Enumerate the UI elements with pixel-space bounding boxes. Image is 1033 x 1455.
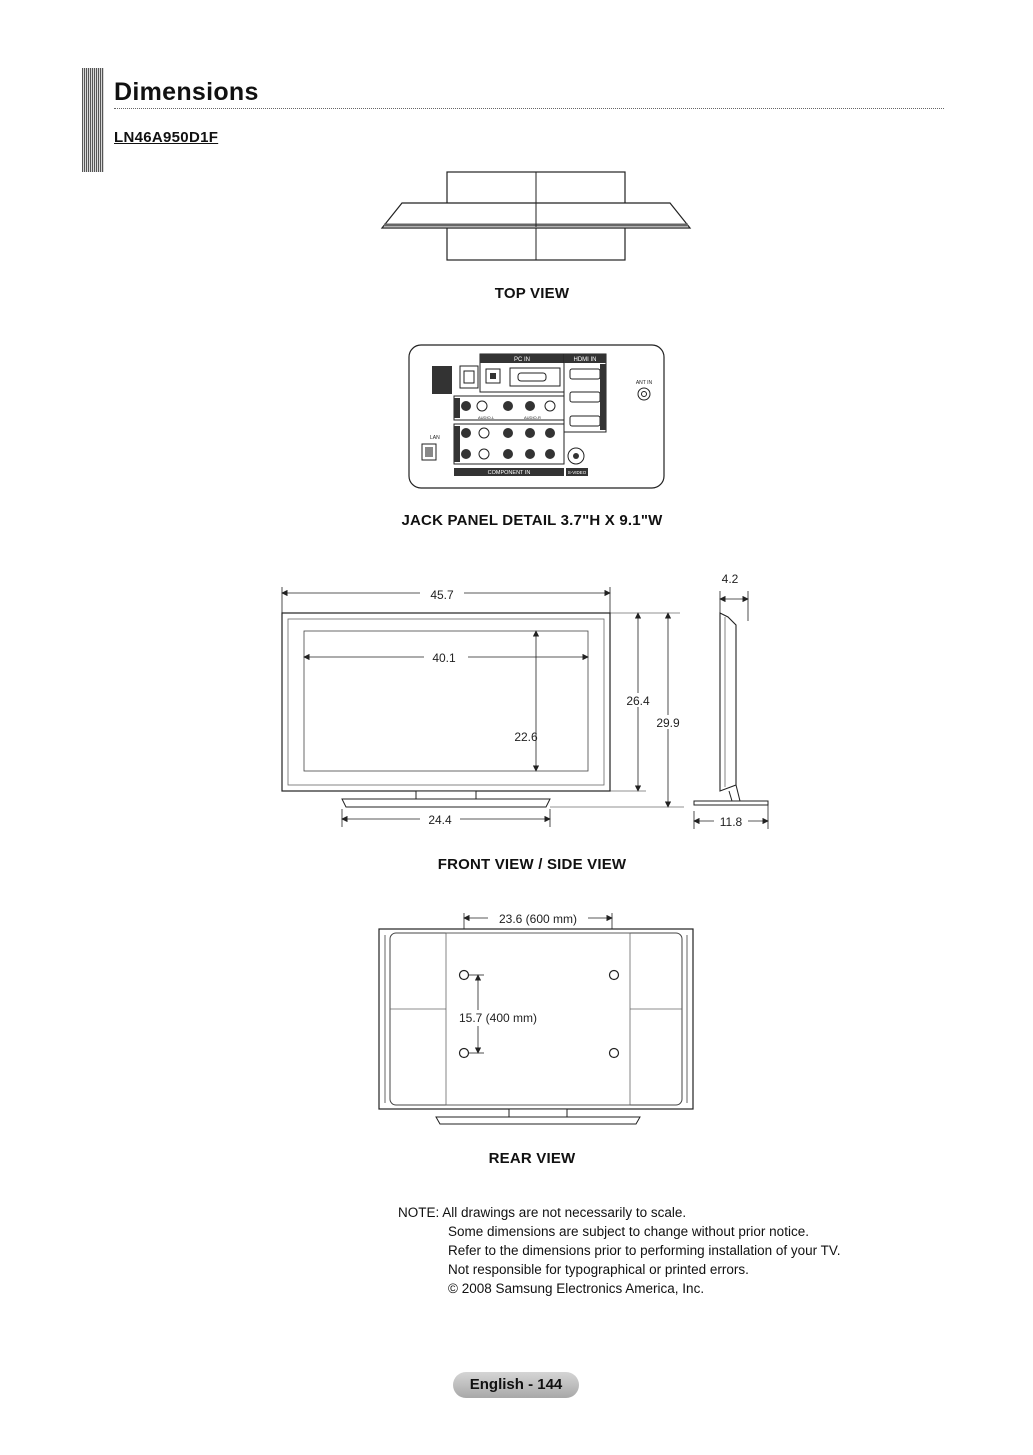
page-number-badge: English - 144 [453, 1372, 579, 1398]
jack-label-pc-in: PC IN [513, 357, 531, 363]
rear-view-caption: REAR VIEW [488, 1150, 576, 1167]
front-side-view-caption: FRONT VIEW / SIDE VIEW [437, 856, 627, 873]
jack-label-component-in: COMPONENT IN [487, 470, 531, 476]
dim-stand-depth: 11.8 [719, 815, 743, 829]
model-number: LN46A950D1F [114, 129, 219, 146]
title-divider [114, 108, 944, 109]
note-line-3: Refer to the dimensions prior to performing installation of your TV. [448, 1243, 841, 1258]
rear-view-drawing [376, 905, 698, 1130]
dim-total-height: 29.9 [656, 716, 680, 730]
dim-stand-width: 24.4 [428, 813, 452, 827]
front-side-view-drawing [270, 565, 790, 835]
jack-label-audio-r: AUDIO-R [524, 415, 541, 420]
note-label: NOTE: [398, 1205, 440, 1220]
jack-label-lan: LAN [430, 435, 440, 441]
jack-panel-drawing [408, 344, 666, 490]
jack-label-audio-l: AUDIO-L [478, 415, 495, 420]
page-title: Dimensions [114, 78, 259, 106]
dim-vesa-vertical: 15.7 (400 mm) [458, 1011, 538, 1025]
jack-label-s-video: S-VIDEO [567, 470, 587, 475]
dim-screen-height: 22.6 [514, 730, 538, 744]
top-view-caption: TOP VIEW [494, 285, 570, 302]
note-line-1: All drawings are not necessarily to scale. [442, 1205, 687, 1220]
dim-body-depth: 4.2 [721, 572, 739, 586]
dim-body-height: 26.4 [626, 694, 650, 708]
dim-overall-width: 45.7 [430, 588, 454, 602]
note-block [398, 1203, 840, 1298]
dim-vesa-horizontal: 23.6 (600 mm) [498, 912, 578, 926]
jack-label-ant-in: ANT IN [635, 380, 653, 386]
jack-label-hdmi-in: HDMI IN [573, 357, 597, 363]
jack-panel-caption: JACK PANEL DETAIL 3.7"H X 9.1"W [401, 512, 663, 529]
dim-screen-width: 40.1 [432, 651, 456, 665]
note-line-2: Some dimensions are subject to change without prior notice. [448, 1224, 809, 1239]
section-marker-bar [82, 68, 104, 172]
note-line-5: © 2008 Samsung Electronics America, Inc. [448, 1281, 705, 1296]
top-view-drawing [370, 165, 700, 275]
note-line-4: Not responsible for typographical or printed errors. [448, 1262, 749, 1277]
